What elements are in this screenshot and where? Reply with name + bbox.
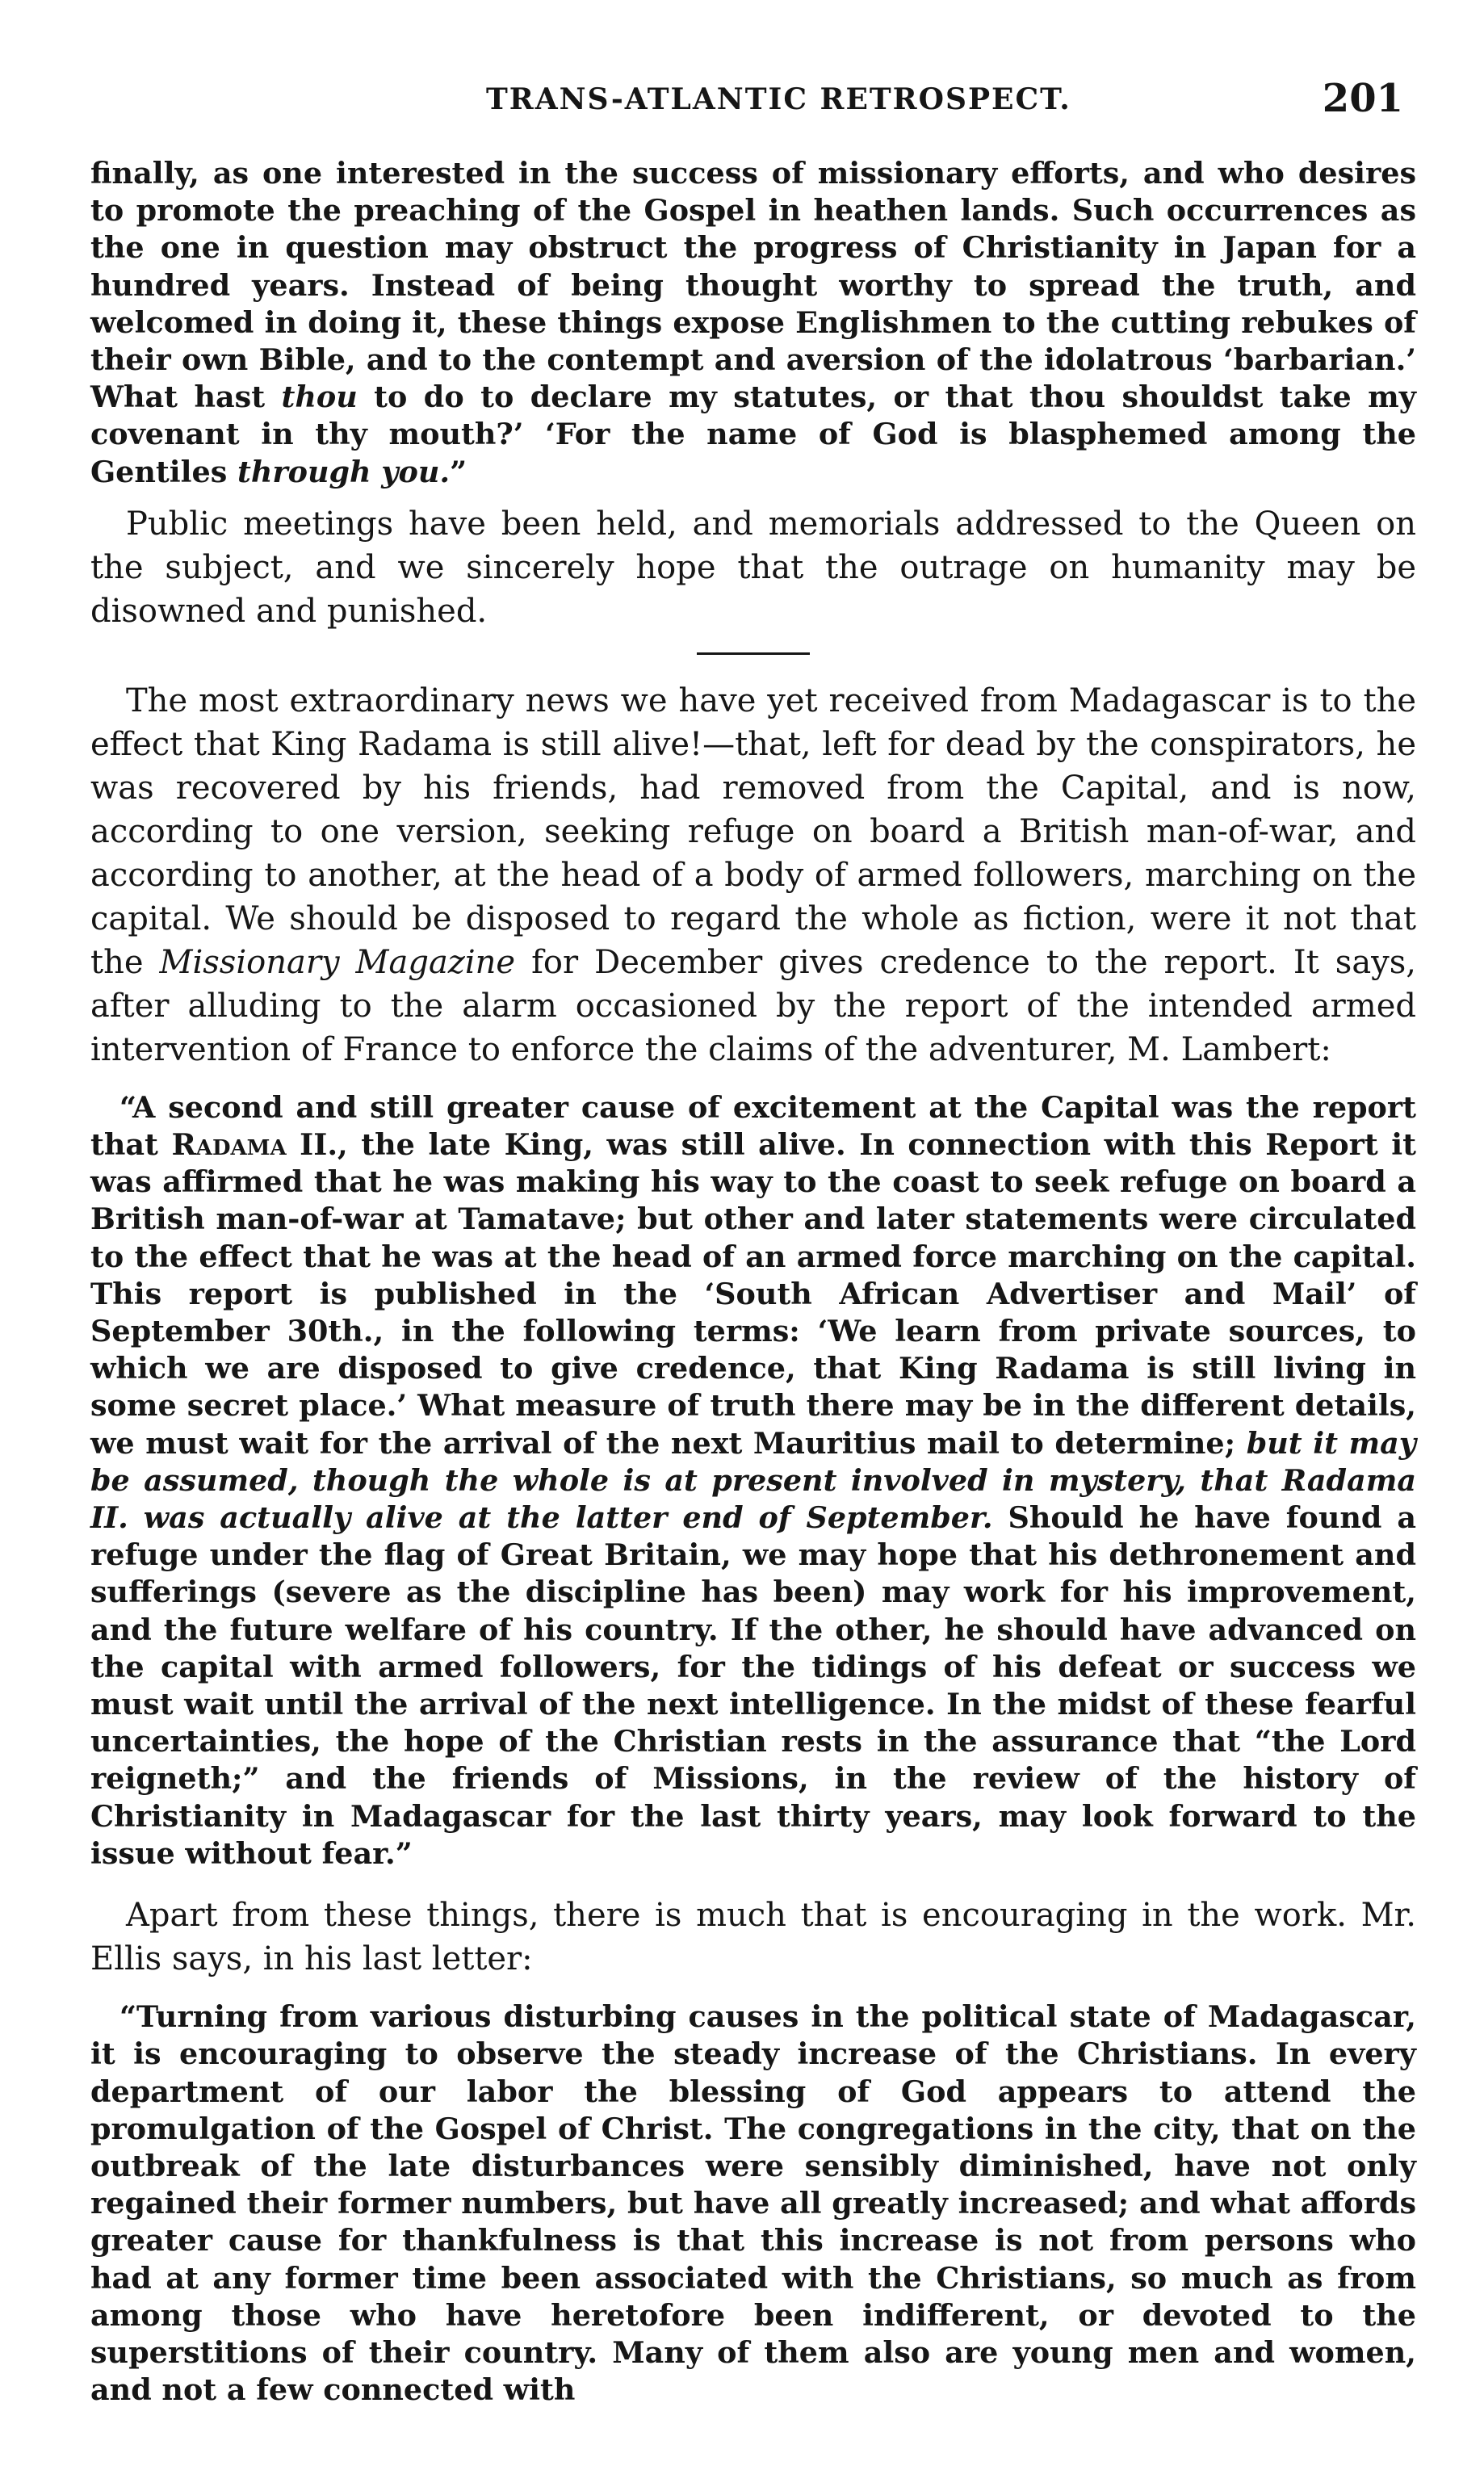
page-header bbox=[90, 74, 1416, 139]
text-run: II., the late King, was still alive. In connection with this Report it was affirmed that he was making his way to the coast to seek refuge on board a British man-of-war at Tamatave; but other and later statements were circulated to the effect that he was at the head of an armed force marching on the capital. This report is published in the ‘South African Advertiser and Mail’ of September 30th., in the following terms: ‘We learn from private sources, to which we are disposed to give credence, that King Radama is still living in some secret place.’ What measure of truth there may be in the different details, we must wait for the arrival of the next Mauritius mail to determine; bbox=[90, 1127, 1416, 1461]
italic-text: Missionary Magazine bbox=[159, 943, 516, 981]
paragraph-continuation bbox=[90, 155, 1416, 491]
text-run: for December gives credence to the report. It says, after alluding to the alarm occasioned by the report of the intended armed intervention of France to enforce the claims of the adventurer, M. Lambert: bbox=[90, 943, 1417, 1068]
block-quote-magazine bbox=[90, 1089, 1416, 1873]
running-title: TRANS-ATLANTIC RETROSPECT. bbox=[486, 82, 1071, 116]
italic-text: but it may be assumed, though the whole is at present involved in mystery, that Radama II. was actually alive at the latter end of September. bbox=[90, 1425, 1416, 1536]
block-quote-ellis: “Turning from various disturbing causes in the political state of Madagascar, it is encouraging to observe the steady increase of the Christians. In every department of our labor the blessing of God appears to attend the promulgation of the Gospel of Christ. The congregations in the city, that on the outbreak of the late disturbances were sensibly diminished, have not only regained their former numbers, but have all greatly increased; and what affords greater cause for thankfulness is that this increase is not from persons who had at any former time been associated with the Christians, so much as from among those who have heretofore been indifferent, or devoted to the superstitions of their country. Many of them also are young men and women, and not a few connected with bbox=[90, 1999, 1416, 2408]
italic-text: thou bbox=[281, 380, 358, 415]
small-caps-text: Radama bbox=[171, 1127, 287, 1163]
text-run: The most extraordinary news we have yet received from Madagascar is to the effect that King Radama is still alive!—that, left for dead by the conspirators, he was recovered by his friends, had removed from the Capital, and is now, according to one version, seeking refuge on board a British man-of-war, and according to another, at the head of a body of armed followers, marching on the capital. We should be disposed to regard the whole as fiction, were it not that the bbox=[90, 682, 1416, 981]
text-run: to do to declare my statutes, or that thou shouldst take my covenant in thy mouth?’ ‘For the name of God is blasphemed among the Gentiles bbox=[90, 380, 1416, 489]
paragraph-encouraging: Apart from these things, there is much that is encouraging in the work. Mr. Ellis says, in his last letter: bbox=[90, 1897, 1416, 1978]
page bbox=[90, 74, 1416, 2409]
paragraph-public-meetings: Public meetings have been held, and memorials addressed to the Queen on the subject, and we sincerely hope that the outrage on humanity may be disowned and punished. bbox=[90, 505, 1416, 630]
text-run: Should he have found a refuge under the flag of Great Britain, we may hope that his dethronement and sufferings (severe as the discipline has been) may work for his improvement, and the future welfare of his country. If the other, he should have advanced on the capital with armed followers, for the tidings of his defeat or success we must wait until the arrival of the next intelligence. In the midst of these fearful uncertainties, the hope of the Christian rests in the assurance that “the Lord reigneth;” and the friends of Missions, in the review of the history of Christianity in Madagascar for the last thirty years, may look forward to the issue without fear.” bbox=[90, 1500, 1416, 1871]
italic-text: through you. bbox=[237, 454, 451, 489]
section-divider bbox=[697, 652, 810, 655]
text-run: ” bbox=[450, 454, 467, 489]
text-run: finally, as one interested in the success of missionary efforts, and who desires to promote the preaching of the Gospel in heathen lands. Such occurrences as the one in question may obstruct the progress of Christianity in Japan for a hundred years. Instead of being thought worthy to spread the truth, and welcomed in doing it, these things expose Englishmen to the cutting rebukes of their own Bible, and to the contempt and aversion of the idolatrous ‘barbarian.’ What hast bbox=[90, 156, 1416, 415]
page-number: 201 bbox=[1322, 76, 1403, 121]
text-run: “A second and still greater cause of excitement at the Capital was the report that bbox=[90, 1089, 1416, 1163]
paragraph-madagascar-news bbox=[90, 679, 1416, 1072]
